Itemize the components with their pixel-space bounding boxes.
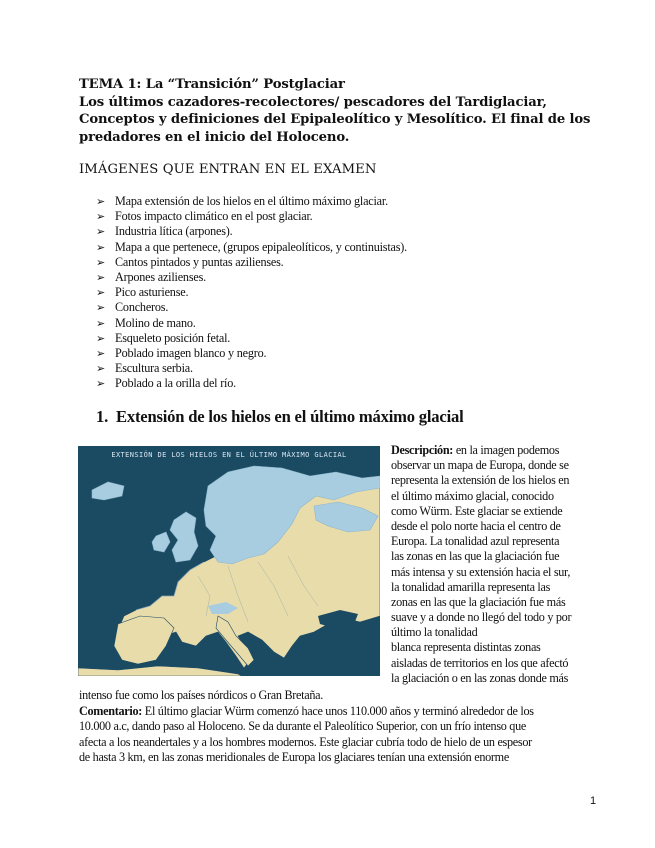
europe-ice-map-image <box>78 446 380 676</box>
description-line: suave y a donde no llegó del todo y por <box>391 610 572 625</box>
europe-map-graphic <box>78 446 380 676</box>
description-continuation: intenso fue como los países nórdicos o Gran Bretaña. <box>79 688 323 702</box>
description-label: Descripción: <box>391 443 454 457</box>
description-line: representa la extensión de los hielos en <box>391 473 570 488</box>
section-heading <box>96 407 464 427</box>
description-line: la glaciación o en las zonas donde más <box>391 670 569 685</box>
description-line: zonas en las que la glaciación fue más <box>391 594 566 609</box>
list-item: ➢ Cantos pintados y puntas azilienses. <box>96 254 284 269</box>
header-line: Conceptos y definiciones del Epipaleolítico y Mesolítico. El final de los <box>79 112 591 127</box>
description-line: desde el polo norte hacia el centro de <box>391 518 561 533</box>
arrow-bullet-icon: ➢ <box>96 286 106 300</box>
list-item: ➢ Poblado a la orilla del río. <box>96 376 236 391</box>
image-list <box>96 194 407 391</box>
list-item: ➢ Esqueleto posición fetal. <box>96 330 231 345</box>
description-line: Descripción: en la imagen podemos <box>391 443 560 457</box>
arrow-bullet-icon: ➢ <box>96 210 106 224</box>
description-line: Europa. La tonalidad azul representa <box>391 534 560 549</box>
header-line: Los últimos cazadores-recolectores/ pescadores del Tardiglaciar, <box>79 94 547 110</box>
section-heading-text: Extensión de los hielos en el último máximo glacial <box>116 407 464 426</box>
arrow-bullet-icon: ➢ <box>96 346 106 360</box>
description-line: observar un mapa de Europa, donde se <box>391 458 569 473</box>
list-item: ➢ Arpones azilienses. <box>96 269 206 284</box>
list-item: ➢ Fotos impacto climático en el post glaciar. <box>96 209 313 224</box>
arrow-bullet-icon: ➢ <box>96 195 106 208</box>
document-header <box>79 76 591 146</box>
list-item: ➢ Mapa a que pertenece, (grupos epipaleolíticos, y continuistas). <box>96 239 407 254</box>
description-line: blanca representa distintas zonas <box>391 640 541 655</box>
comment-line: Comentario: El último glaciar Würm comenzó hace unos 110.000 años y terminó alrededor de los <box>79 703 534 718</box>
description-line: más intensa y su extensión hacia el sur, <box>391 564 571 579</box>
description-line: el último máximo glacial, conocido <box>391 488 554 503</box>
arrow-bullet-icon: ➢ <box>96 316 106 330</box>
description-line: como Würm. Este glaciar se extiende <box>391 503 563 518</box>
description-line: la tonalidad amarilla representa las <box>391 579 551 594</box>
header-line: TEMA 1: La “Transición” Postglaciar <box>79 77 345 92</box>
list-item: ➢ Industria lítica (arpones). <box>96 224 233 239</box>
comment-label: Comentario: <box>79 703 143 718</box>
page-number: 1 <box>590 795 597 807</box>
arrow-bullet-icon: ➢ <box>96 225 106 239</box>
arrow-bullet-icon: ➢ <box>96 270 106 284</box>
arrow-bullet-icon: ➢ <box>96 362 106 376</box>
header-line: predadores en el inicio del Holoceno. <box>79 129 350 145</box>
arrow-bullet-icon: ➢ <box>96 331 106 345</box>
list-item: ➢ Molino de mano. <box>96 315 196 330</box>
arrow-bullet-icon: ➢ <box>96 377 106 391</box>
comment-line: de hasta 3 km, en las zonas meridionales de Europa los glaciares tenían una extensión enorme <box>79 750 509 765</box>
description-line: las zonas en las que la glaciación fue <box>391 549 560 564</box>
section-title: IMÁGENES QUE ENTRAN EN EL EXAMEN <box>79 162 377 177</box>
list-item: ➢ Pico asturiense. <box>96 285 189 300</box>
section-number: 1. <box>96 407 109 426</box>
description-block <box>391 443 571 686</box>
comment-block <box>79 688 534 766</box>
comment-line: afecta a los neandertales y a los hombres modernos. Este glaciar cubría todo de hielo de un espesor <box>79 734 532 749</box>
comment-line: 10.000 a.c, dando paso al Holoceno. Se da durante el Paleolítico Superior, con un frío intenso que <box>79 719 526 734</box>
list-item: ➢ Mapa extensión de los hielos en el último máximo glaciar. <box>96 194 388 208</box>
arrow-bullet-icon: ➢ <box>96 240 106 254</box>
description-line: último la tonalidad <box>391 625 478 640</box>
map-title: EXTENSIÓN DE LOS HIELOS EN EL ÚLTIMO MÁXIMO GLACIAL <box>111 451 347 459</box>
arrow-bullet-icon: ➢ <box>96 301 106 315</box>
description-line: aisladas de territorios en los que afectó <box>391 655 569 670</box>
list-item: ➢ Concheros. <box>96 300 169 315</box>
list-item: ➢ Escultura serbia. <box>96 361 193 376</box>
arrow-bullet-icon: ➢ <box>96 255 106 269</box>
list-item: ➢ Poblado imagen blanco y negro. <box>96 345 267 360</box>
